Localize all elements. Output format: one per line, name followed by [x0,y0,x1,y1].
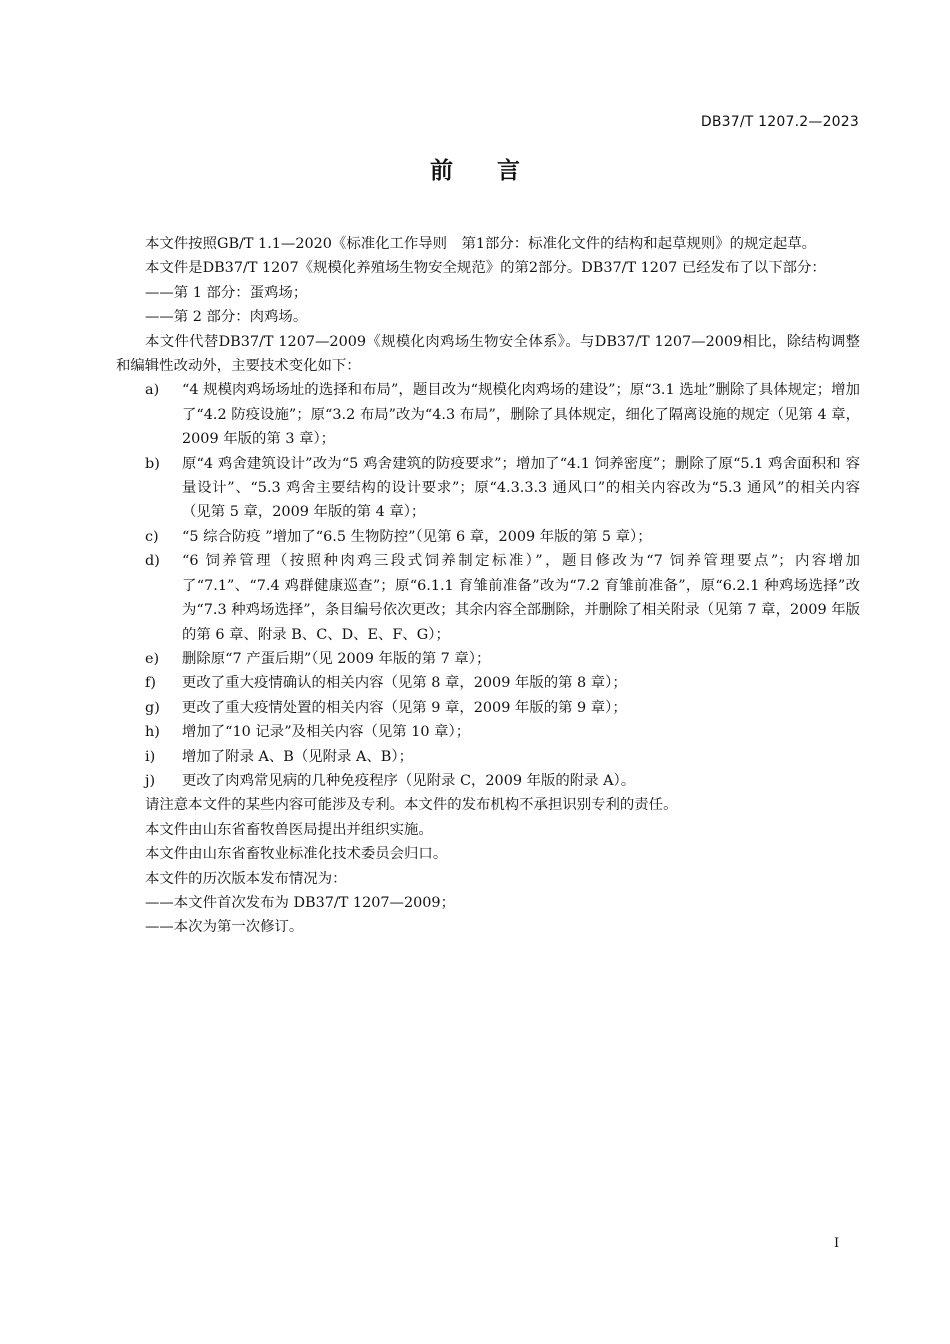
history-heading: 本文件的历次版本发布情况为： [145,870,347,887]
foreword-body [116,232,860,940]
change-item-d [116,549,860,647]
change-text: 更改了肉鸡常见病的几种免疫程序（见附录 C，2009 年版的附录 A）。 [182,772,636,789]
change-text: 增加了附录 A、B（见附录 A、B）； [182,748,413,765]
list-marker: h) [145,724,160,741]
list-marker: j) [145,772,156,789]
change-item-b [116,452,860,525]
history-item: ——本文件首次发布为 DB37/T 1207—2009； [145,894,455,911]
intro-paragraph: 本文件按照GB/T 1.1—2020《标准化工作导则 第1部分：标准化文件的结构和起草规则》的规定起草。 [145,236,816,252]
replacement-paragraph: 本文件代替DB37/T 1207—2009《规模化肉鸡场生物安全体系》。与DB37/T 1207—2009相比，除结构调整和编辑性改动外，主要技术变化如下： [116,333,860,375]
change-item-i [116,745,860,769]
change-text: “4 规模肉鸡场场址的选择和布局”，题目改为“规模化肉鸡场的建设”；原“3.1 选址”删除了具体规定；增加了“4.2 防疫设施”；原“3.2 布局”改为“4.3 布局”，删除了具体规定，细化了隔离设施的规定（见第 4 章，2009 年版的第 3 章）； [182,382,860,448]
page-title: 前言 [430,158,564,184]
list-marker: e) [145,650,160,667]
change-text: 更改了重大疫情处置的相关内容（见第 9 章，2009 年版的第 9 章）； [182,699,627,716]
change-item-h [116,720,860,744]
change-item-g [116,696,860,720]
list-marker: a) [145,382,160,399]
list-marker: f) [145,675,156,692]
management-statement: 本文件由山东省畜牧业标准化技术委员会归口。 [145,846,448,863]
change-text: 增加了“10 记录”及相关内容（见第 10 章）； [182,724,471,741]
change-item-c [116,525,860,549]
change-text: “6 饲养管理（按照种肉鸡三段式饲养制定标准）”，题目修改为“7 饲养管理要点”；内容增加了“7.1”、“7.4 鸡群健康巡查”；原“6.1.1 育雏前准备”改为“7.2 育雏前准备”，原“6.2.1 种鸡场选择”改为“7.3 种鸡场选择”，条目编号依次更改；其余内容全部删除，并删除了相关附录（见第 7 章，2009 年版的第 6 章、附录 B、C、D、E、F、G）； [182,553,860,643]
change-item-j [116,769,860,793]
patent-notice: 请注意本文件的某些内容可能涉及专利。本文件的发布机构不承担识别专利的责任。 [145,797,678,814]
change-text: 删除原“7 产蛋后期”（见 2009 年版的第 7 章）； [182,650,491,667]
change-text: “5 综合防疫 ”增加了“6.5 生物防控”（见第 6 章，2009 年版的第 5 章）； [182,528,652,545]
change-item-a [116,378,860,451]
list-marker: c) [145,528,159,545]
list-marker: i) [145,748,156,765]
list-marker: d) [145,553,160,570]
proposer-statement: 本文件由山东省畜牧兽医局提出并组织实施。 [145,821,433,838]
changes-list [116,378,860,793]
change-text: 更改了重大疫情确认的相关内容（见第 8 章，2009 年版的第 8 章）； [182,675,627,692]
part-item: ——第 2 部分：肉鸡场。 [145,309,308,326]
change-item-f [116,671,860,695]
part-item: ——第 1 部分：蛋鸡场； [145,284,308,301]
document-number: DB37/T 1207.2—2023 [700,114,859,130]
list-marker: b) [145,455,160,472]
page-number: I [834,1236,840,1251]
list-marker: g) [145,699,160,716]
history-item: ——本次为第一次修订。 [145,919,304,936]
intro-paragraph: 本文件是DB37/T 1207《规模化养殖场生物安全规范》的第2部分。DB37/T 1207 已经发布了以下部分： [145,260,826,277]
change-item-e [116,647,860,671]
change-text: 原“4 鸡舍建筑设计”改为“5 鸡舍建筑的防疫要求”；增加了“4.1 饲养密度”；删除了原“5.1 鸡舍面积和 容量设计”、“5.3 鸡舍主要结构的设计要求”；原“4.3.3.3 通风口”的相关内容改为“5.3 通风”的相关内容（见第 5 章，2009 年版的第 4 章）； [182,455,860,521]
